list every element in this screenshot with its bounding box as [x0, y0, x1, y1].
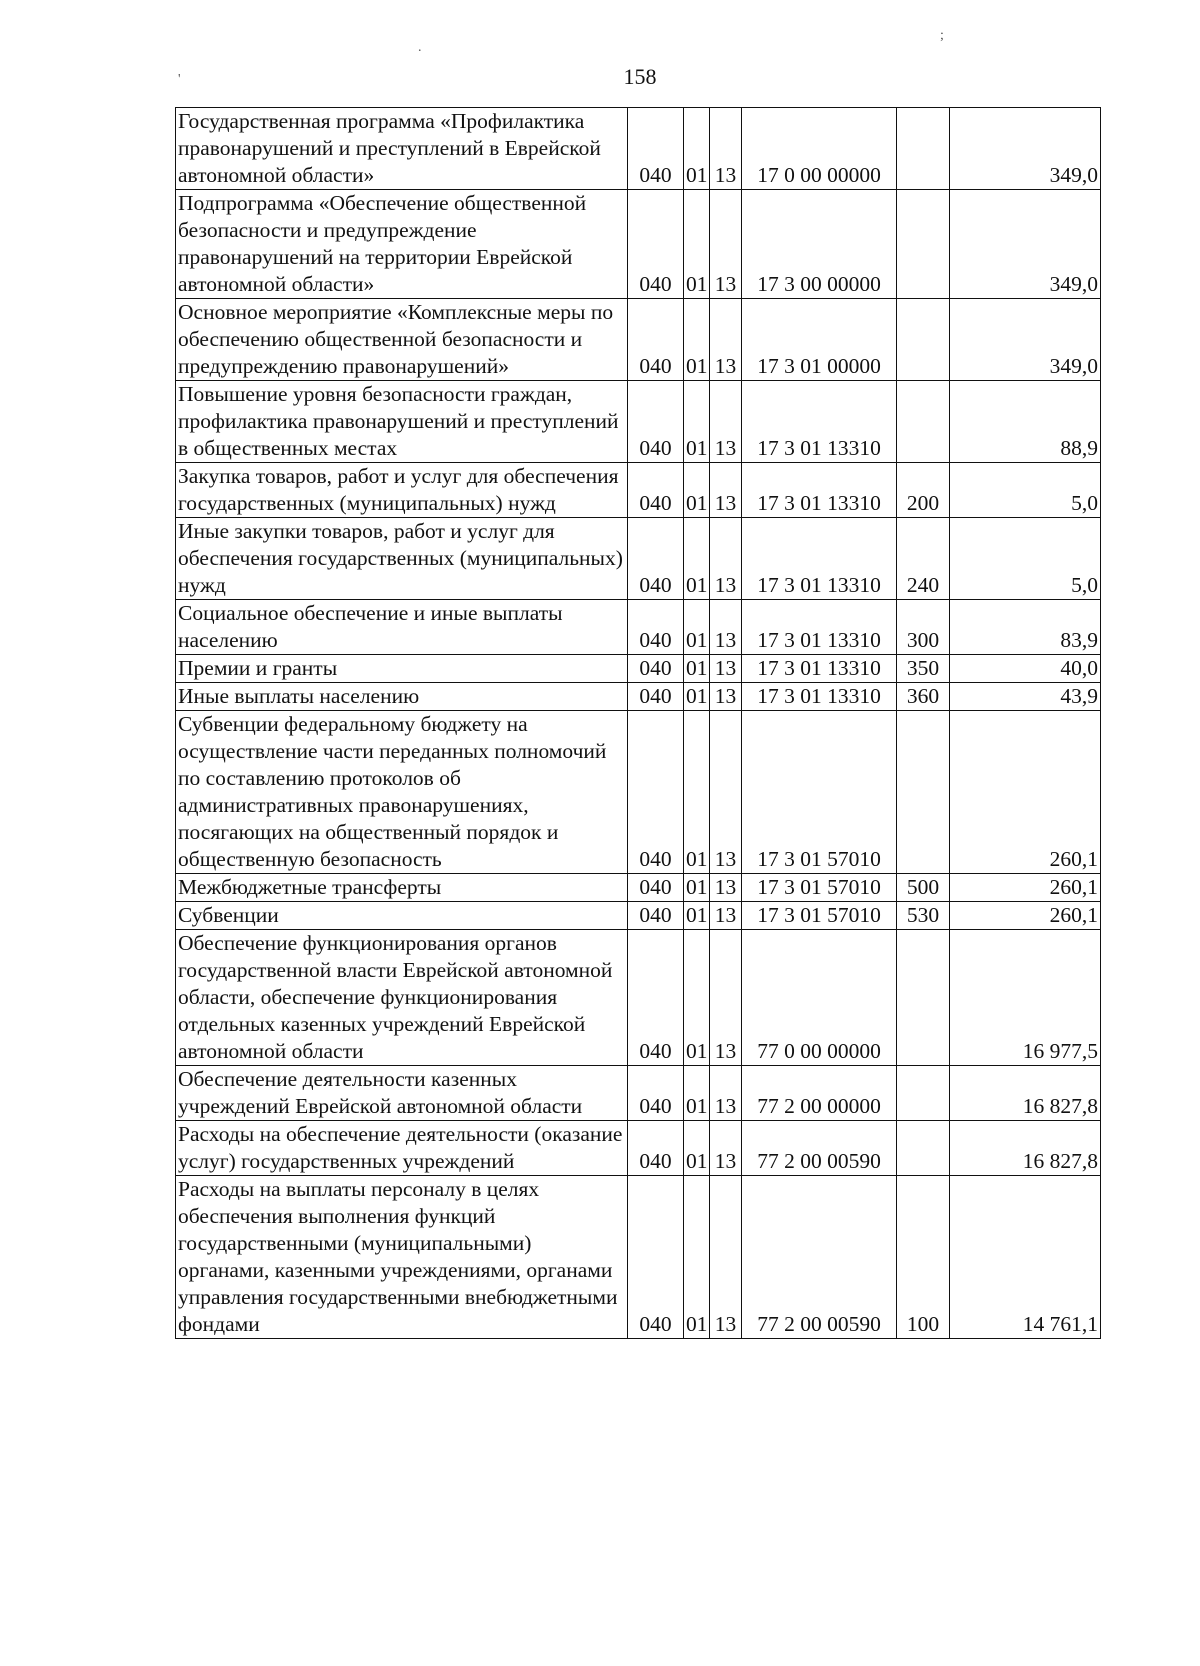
row-section-code: 01	[684, 683, 710, 711]
row-section-code: 01	[684, 1176, 710, 1339]
row-admin-code: 040	[628, 1121, 684, 1176]
row-amount: 43,9	[950, 683, 1101, 711]
row-name: Закупка товаров, работ и услуг для обеспечения государственных (муниципальных) нужд	[176, 463, 628, 518]
row-target-article-code: 17 3 01 57010	[742, 902, 897, 930]
row-subsection-code: 13	[710, 1121, 742, 1176]
row-admin-code: 040	[628, 381, 684, 463]
row-expense-type-code	[897, 381, 950, 463]
row-target-article-code: 77 0 00 00000	[742, 930, 897, 1066]
row-admin-code: 040	[628, 463, 684, 518]
row-section-code: 01	[684, 1121, 710, 1176]
row-section-code: 01	[684, 299, 710, 381]
row-name: Основное мероприятие «Комплексные меры по обеспечению общественной безопасности и предупреждению правонарушений»	[176, 299, 628, 381]
row-name: Обеспечение деятельности казенных учреждений Еврейской автономной области	[176, 1066, 628, 1121]
row-admin-code: 040	[628, 108, 684, 190]
row-amount: 260,1	[950, 711, 1101, 874]
row-expense-type-code: 300	[897, 600, 950, 655]
row-target-article-code: 17 3 01 13310	[742, 381, 897, 463]
row-admin-code: 040	[628, 518, 684, 600]
row-target-article-code: 17 3 01 13310	[742, 600, 897, 655]
row-section-code: 01	[684, 190, 710, 299]
row-amount: 5,0	[950, 463, 1101, 518]
row-subsection-code: 13	[710, 655, 742, 683]
row-section-code: 01	[684, 463, 710, 518]
row-name: Повышение уровня безопасности граждан, профилактика правонарушений и преступлений в общественных местах	[176, 381, 628, 463]
row-subsection-code: 13	[710, 108, 742, 190]
table-row	[176, 299, 1101, 381]
row-target-article-code: 17 3 01 13310	[742, 463, 897, 518]
row-target-article-code: 17 3 01 00000	[742, 299, 897, 381]
table-row	[176, 683, 1101, 711]
row-amount: 5,0	[950, 518, 1101, 600]
row-target-article-code: 17 0 00 00000	[742, 108, 897, 190]
row-target-article-code: 17 3 01 13310	[742, 683, 897, 711]
row-admin-code: 040	[628, 600, 684, 655]
row-section-code: 01	[684, 930, 710, 1066]
row-section-code: 01	[684, 1066, 710, 1121]
row-amount: 88,9	[950, 381, 1101, 463]
row-amount: 14 761,1	[950, 1176, 1101, 1339]
table-row	[176, 1121, 1101, 1176]
row-amount: 16 827,8	[950, 1121, 1101, 1176]
table-row	[176, 108, 1101, 190]
row-expense-type-code: 100	[897, 1176, 950, 1339]
row-name: Субвенции федеральному бюджету на осуществление части переданных полномочий по составлению протоколов об административных правонарушениях, посягающих на общественный порядок и общественную безопасность	[176, 711, 628, 874]
row-target-article-code: 77 2 00 00590	[742, 1176, 897, 1339]
row-target-article-code: 17 3 01 13310	[742, 655, 897, 683]
row-expense-type-code: 350	[897, 655, 950, 683]
table-row	[176, 518, 1101, 600]
row-subsection-code: 13	[710, 600, 742, 655]
row-admin-code: 040	[628, 190, 684, 299]
row-name: Расходы на обеспечение деятельности (оказание услуг) государственных учреждений	[176, 1121, 628, 1176]
row-name: Социальное обеспечение и иные выплаты населению	[176, 600, 628, 655]
table-row	[176, 711, 1101, 874]
row-section-code: 01	[684, 381, 710, 463]
row-expense-type-code: 360	[897, 683, 950, 711]
row-section-code: 01	[684, 600, 710, 655]
row-target-article-code: 77 2 00 00590	[742, 1121, 897, 1176]
table-row	[176, 902, 1101, 930]
table-row	[176, 930, 1101, 1066]
row-name: Расходы на выплаты персоналу в целях обеспечения выполнения функций государственными (муниципальными) органами, казенными учреждениями, органами управления государственными внебюджетными фондами	[176, 1176, 628, 1339]
row-expense-type-code: 200	[897, 463, 950, 518]
table-row	[176, 381, 1101, 463]
page-number: 158	[623, 64, 657, 89]
row-subsection-code: 13	[710, 381, 742, 463]
row-target-article-code: 17 3 01 13310	[742, 518, 897, 600]
budget-table	[175, 107, 1101, 1339]
row-admin-code: 040	[628, 299, 684, 381]
row-subsection-code: 13	[710, 1176, 742, 1339]
row-admin-code: 040	[628, 1176, 684, 1339]
row-name: Субвенции	[176, 902, 628, 930]
scan-speck: '	[178, 72, 181, 87]
table-row	[176, 874, 1101, 902]
table-row	[176, 190, 1101, 299]
row-amount: 349,0	[950, 299, 1101, 381]
row-amount: 260,1	[950, 902, 1101, 930]
row-target-article-code: 17 3 01 57010	[742, 711, 897, 874]
row-admin-code: 040	[628, 683, 684, 711]
row-subsection-code: 13	[710, 711, 742, 874]
row-subsection-code: 13	[710, 902, 742, 930]
row-section-code: 01	[684, 711, 710, 874]
row-admin-code: 040	[628, 874, 684, 902]
row-amount: 16 977,5	[950, 930, 1101, 1066]
row-subsection-code: 13	[710, 299, 742, 381]
row-expense-type-code	[897, 108, 950, 190]
row-name: Премии и гранты	[176, 655, 628, 683]
table-row	[176, 463, 1101, 518]
row-subsection-code: 13	[710, 518, 742, 600]
row-subsection-code: 13	[710, 683, 742, 711]
row-subsection-code: 13	[710, 930, 742, 1066]
row-target-article-code: 77 2 00 00000	[742, 1066, 897, 1121]
scan-speck: .	[418, 40, 422, 55]
row-expense-type-code: 240	[897, 518, 950, 600]
row-section-code: 01	[684, 874, 710, 902]
row-name: Иные закупки товаров, работ и услуг для обеспечения государственных (муниципальных) нужд	[176, 518, 628, 600]
row-expense-type-code	[897, 930, 950, 1066]
row-amount: 16 827,8	[950, 1066, 1101, 1121]
row-section-code: 01	[684, 655, 710, 683]
row-section-code: 01	[684, 108, 710, 190]
row-subsection-code: 13	[710, 463, 742, 518]
row-name: Подпрограмма «Обеспечение общественной безопасности и предупреждение правонарушений на территории Еврейской автономной области»	[176, 190, 628, 299]
row-amount: 349,0	[950, 190, 1101, 299]
row-subsection-code: 13	[710, 190, 742, 299]
row-expense-type-code	[897, 711, 950, 874]
row-admin-code: 040	[628, 711, 684, 874]
row-amount: 349,0	[950, 108, 1101, 190]
budget-table-body	[176, 108, 1101, 1339]
table-row	[176, 1066, 1101, 1121]
row-amount: 40,0	[950, 655, 1101, 683]
row-section-code: 01	[684, 902, 710, 930]
row-admin-code: 040	[628, 1066, 684, 1121]
row-name: Иные выплаты населению	[176, 683, 628, 711]
row-amount: 83,9	[950, 600, 1101, 655]
table-row	[176, 1176, 1101, 1339]
row-expense-type-code	[897, 1066, 950, 1121]
row-subsection-code: 13	[710, 874, 742, 902]
row-name: Межбюджетные трансферты	[176, 874, 628, 902]
row-expense-type-code	[897, 1121, 950, 1176]
row-expense-type-code	[897, 299, 950, 381]
row-expense-type-code	[897, 190, 950, 299]
row-section-code: 01	[684, 518, 710, 600]
row-name: Обеспечение функционирования органов государственной власти Еврейской автономной области, обеспечение функционирования отдельных казенных учреждений Еврейской автономной области	[176, 930, 628, 1066]
table-row	[176, 600, 1101, 655]
row-admin-code: 040	[628, 930, 684, 1066]
row-subsection-code: 13	[710, 1066, 742, 1121]
row-expense-type-code: 530	[897, 902, 950, 930]
table-row	[176, 655, 1101, 683]
row-target-article-code: 17 3 00 00000	[742, 190, 897, 299]
row-target-article-code: 17 3 01 57010	[742, 874, 897, 902]
row-admin-code: 040	[628, 902, 684, 930]
scan-speck: ;	[940, 28, 944, 43]
row-expense-type-code: 500	[897, 874, 950, 902]
row-amount: 260,1	[950, 874, 1101, 902]
row-name: Государственная программа «Профилактика правонарушений и преступлений в Еврейской автономной области»	[176, 108, 628, 190]
row-admin-code: 040	[628, 655, 684, 683]
